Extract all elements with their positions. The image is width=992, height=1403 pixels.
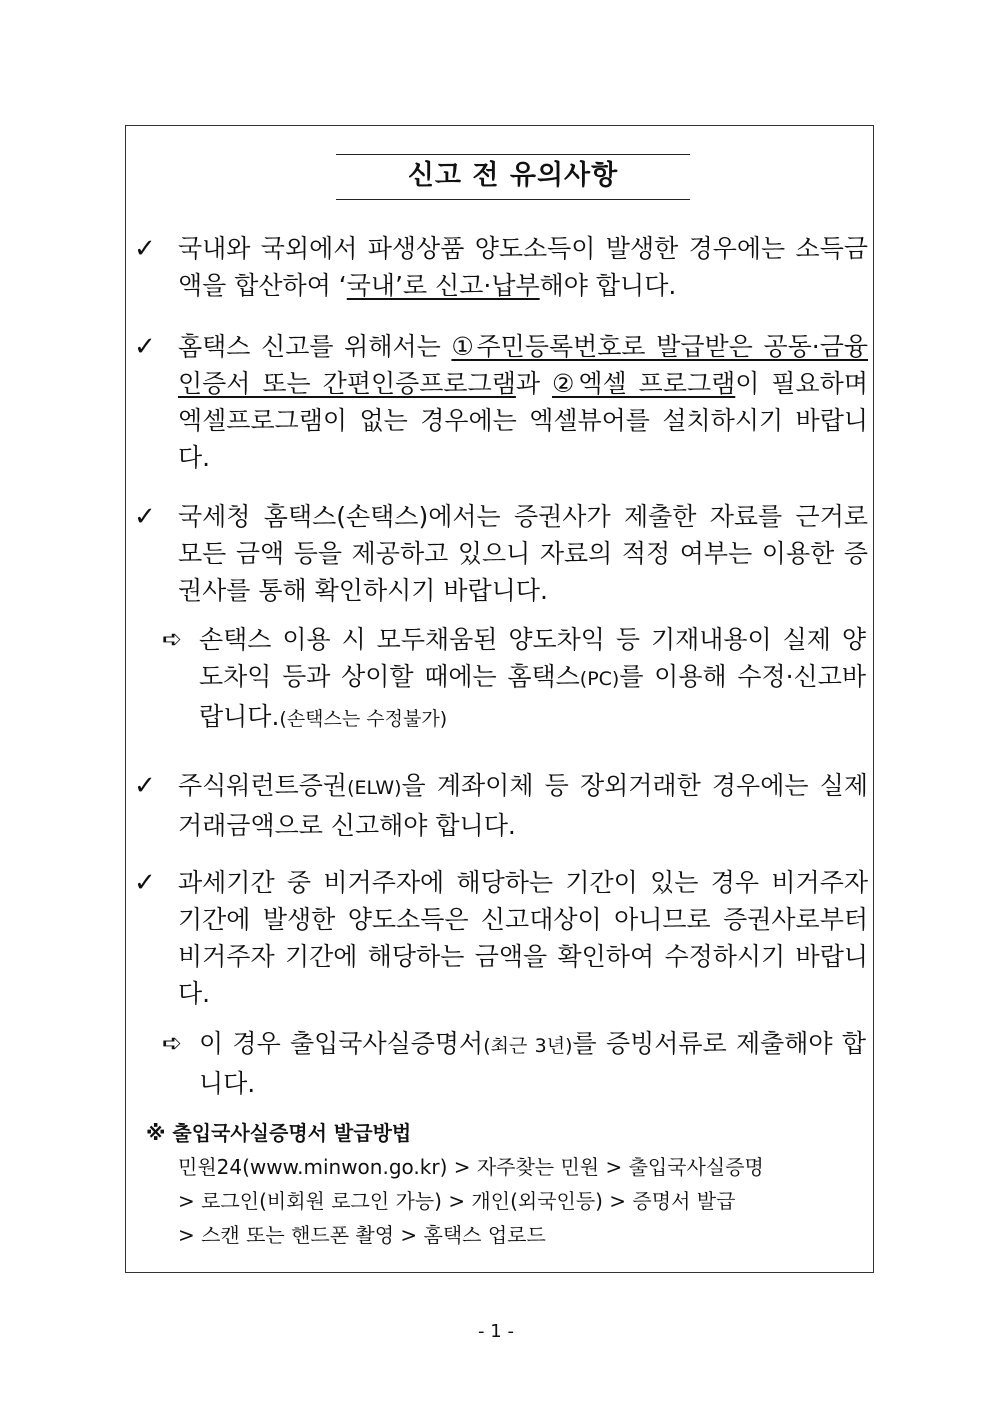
- check-icon: ✓: [134, 502, 156, 532]
- notice-item-3: [134, 498, 868, 609]
- check-icon: ✓: [134, 868, 156, 898]
- page-number: - 1 -: [478, 1321, 514, 1342]
- check-icon: ✓: [134, 332, 156, 362]
- notice-item-5: [134, 864, 868, 1012]
- notice-box: [125, 125, 874, 1273]
- notice-item-2: [134, 328, 868, 476]
- note-line: > 스캔 또는 핸드폰 촬영 > 홈택스 업로드: [178, 1223, 546, 1247]
- notice-subitem-3: [162, 621, 866, 738]
- notice-item-text: 주식워런트증권(ELW)을 계좌이체 등 장외거래한 경우에는 실제거래금액으로 신고해야 합니다.: [178, 771, 868, 840]
- notice-item-1: [134, 230, 868, 304]
- notice-item-4: [134, 767, 868, 844]
- note-line: 민원24(www.minwon.go.kr) > 자주찾는 민원 > 출입국사실증명: [178, 1155, 764, 1179]
- notice-subitem-text: 이 경우 출입국사실증명서(최근 3년)를 증빙서류로 제출해야 합니다.: [199, 1029, 867, 1098]
- notice-subitem-text: 손택스 이용 시 모두채움된 양도차익 등 기재내용이 실제 양도차익 등과 상이할 때에는 홈택스(PC)를 이용해 수정·신고바랍니다.(손택스는 수정불가): [199, 625, 866, 731]
- underlined-text: 국내’로 신고·납부: [346, 271, 540, 300]
- underlined-text: ②엑셀 프로그램: [551, 369, 736, 398]
- notice-item-text: 국내와 국외에서 파생상품 양도소득이 발생한 경우에는 소득금액을 합산하여 ‘국내’로 신고·납부해야 합니다.: [178, 234, 868, 300]
- title-frame: [336, 154, 690, 200]
- page-title: 신고 전 유의사항: [407, 160, 619, 191]
- note-title: ※ 출입국사실증명서 발급방법: [146, 1121, 412, 1145]
- notice-item-text: 과세기간 중 비거주자에 해당하는 기간이 있는 경우 비거주자 기간에 발생한 양도소득은 신고대상이 아니므로 증권사로부터 비거주자 기간에 해당하는 금액을 확인하여 수정하시기 바랍니다.: [178, 868, 868, 1008]
- underlined-text: ①주민등록번호로 발급받은 공동·금융인증서 또는 간편인증프로그램: [178, 332, 868, 398]
- arrow-icon: ➪: [162, 1029, 183, 1057]
- notice-subitem-5: [162, 1025, 866, 1102]
- arrow-icon: ➪: [162, 625, 183, 653]
- check-icon: ✓: [134, 234, 156, 264]
- note-line: > 로그인(비회원 로그인 가능) > 개인(외국인등) > 증명서 발급: [178, 1189, 736, 1213]
- notice-item-text: 국세청 홈택스(손택스)에서는 증권사가 제출한 자료를 근거로 모든 금액 등을 제공하고 있으니 자료의 적정 여부는 이용한 증권사를 통해 확인하시기 바랍니다.: [178, 502, 868, 605]
- notice-item-text: 홈택스 신고를 위해서는 ①주민등록번호로 발급받은 공동·금융인증서 또는 간편인증프로그램과 ②엑셀 프로그램이 필요하며 엑셀프로그램이 없는 경우에는 엑셀뷰어를 설치하시기 바랍니다.: [178, 332, 868, 472]
- check-icon: ✓: [134, 771, 156, 801]
- issuance-note: [146, 1116, 846, 1252]
